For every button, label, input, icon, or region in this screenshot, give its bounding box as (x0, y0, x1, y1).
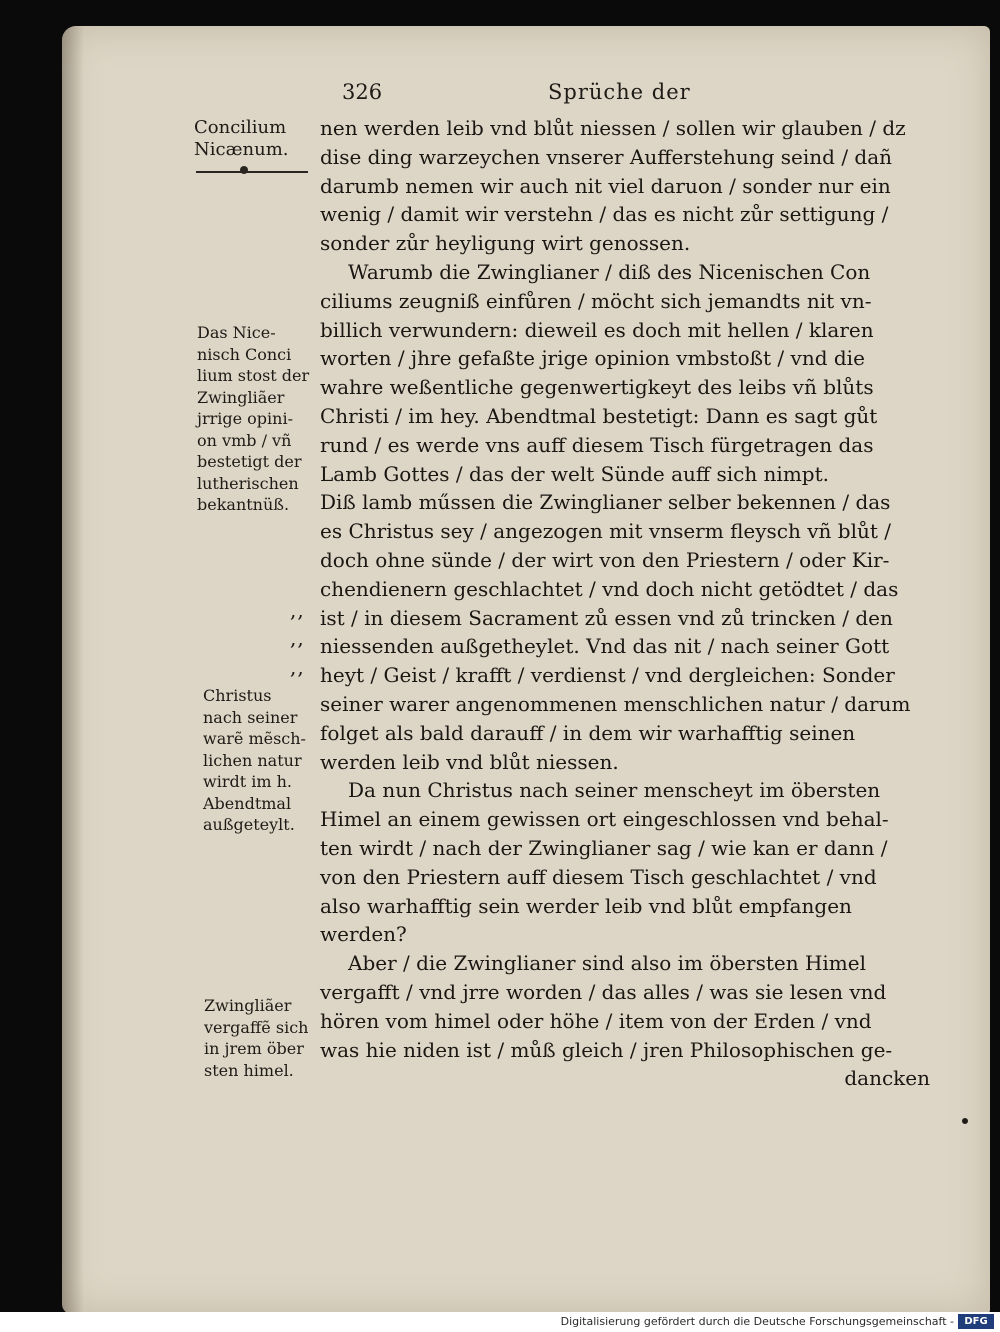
running-head: Sprüche der (548, 80, 691, 104)
page-gutter-shadow (62, 26, 84, 1314)
text-line: folget als bald darauff / in dem wir warhafftig seinen (320, 720, 856, 745)
text-line: also warhafftig sein werder leib vnd blůt empfangen (320, 893, 852, 918)
text-line: chendienern geschlachtet / vnd doch nicht getödtet / das (320, 576, 899, 601)
text-line: werden? (320, 922, 407, 947)
page-number: 326 (342, 80, 383, 104)
catchword: dancken (844, 1066, 930, 1091)
text-line: billich verwundern: dieweil es doch mit hellen / klaren (320, 317, 874, 342)
text-line: Aber / die Zwinglianer sind also im öbersten Himel (348, 951, 866, 976)
text-line: darumb nemen wir auch nit viel daruon / sonder nur ein (320, 173, 891, 198)
margin-note-christus: Christus nach seiner warẽ mẽsch- lichen natur wirdt im h. Abendtmal außgeteylt. (203, 686, 306, 834)
text-line: ciliums zeugniß einfůren / möcht sich jemandts nit vn- (320, 288, 872, 313)
text-line: werden leib vnd blůt niessen. (320, 749, 619, 774)
margin-rule (196, 171, 308, 173)
text-line: sonder zůr heyligung wirt genossen. (320, 231, 691, 256)
footer-bar (0, 1312, 1000, 1332)
text-line: heyt / Geist / krafft / verdienst / vnd dergleichen: Sonder (320, 663, 895, 688)
quote-mark: ,, (290, 626, 305, 650)
footer-credit: Digitalisierung gefördert durch die Deutsche Forschungsgemeinschaft - (560, 1315, 954, 1328)
text-line: von den Priestern auff diesem Tisch geschlachtet / vnd (320, 864, 877, 889)
text-line: ist / in diesem Sacrament zů essen vnd zů trincken / den (320, 605, 893, 630)
body-text (320, 114, 940, 1093)
margin-note-concilium: Concilium Nicænum. (194, 117, 289, 160)
text-line: Diß lamb műssen die Zwinglianer selber bekennen / das (320, 490, 891, 515)
text-line: dise ding warzeychen vnserer Aufferstehung seind / dañ (320, 144, 893, 169)
text-line: vergafft / vnd jrre worden / das alles / was sie lesen vnd (320, 979, 887, 1004)
ink-dot (962, 1118, 968, 1124)
text-line: hören vom himel oder höhe / item von der Erden / vnd (320, 1008, 872, 1033)
text-line: worten / jhre gefaßte jrige opinion vmbstoßt / vnd die (320, 346, 865, 371)
margin-note-nicenisch-concilium: Das Nice- nisch Conci lium stost der Zwingliãer jrrige opini- on vmb / vñ bestetigt der lutherischen bekantnüß. (197, 323, 310, 514)
text-line: doch ohne sünde / der wirt von den Priestern / oder Kir- (320, 547, 890, 572)
text-line: ten wirdt / nach der Zwinglianer sag / wie kan er dann / (320, 835, 888, 860)
margin-note-zwinglianer: Zwingliãer vergaffẽ sich in jrem öber sten himel. (204, 996, 309, 1080)
margin-rule-ornament (240, 166, 248, 174)
dfg-logo: DFG (958, 1314, 994, 1329)
text-line: Warumb die Zwinglianer / diß des Nicenischen Con (348, 259, 871, 284)
text-line: Christi / im hey. Abendtmal bestetigt: Dann es sagt gůt (320, 403, 878, 428)
text-line: nen werden leib vnd blůt niessen / sollen wir glauben / dz (320, 116, 906, 140)
page-header (0, 80, 1000, 110)
text-line: wahre weßentliche gegenwertigkeyt des leibs vñ blůts (320, 375, 874, 400)
text-line: seiner warer angenommenen menschlichen natur / darum (320, 691, 911, 716)
text-line: rund / es werde vns auff diesem Tisch fürgetragen das (320, 432, 874, 457)
text-line: Himel an einem gewissen ort eingeschlossen vnd behal- (320, 807, 889, 832)
quote-mark: ,, (290, 598, 305, 622)
text-line: niessenden außgetheylet. Vnd das nit / nach seiner Gott (320, 634, 890, 659)
text-line: es Christus sey / angezogen mit vnserm fleysch vñ blůt / (320, 519, 891, 544)
text-line: was hie niden ist / můß gleich / jren Philosophischen ge- (320, 1037, 893, 1062)
text-line: Lamb Gottes / das der welt Sünde auff sich nimpt. (320, 461, 829, 486)
text-line: wenig / damit wir verstehn / das es nicht zůr settigung / (320, 202, 889, 227)
quote-mark: ,, (290, 655, 305, 679)
text-line: Da nun Christus nach seiner menscheyt im öbersten (348, 778, 881, 803)
